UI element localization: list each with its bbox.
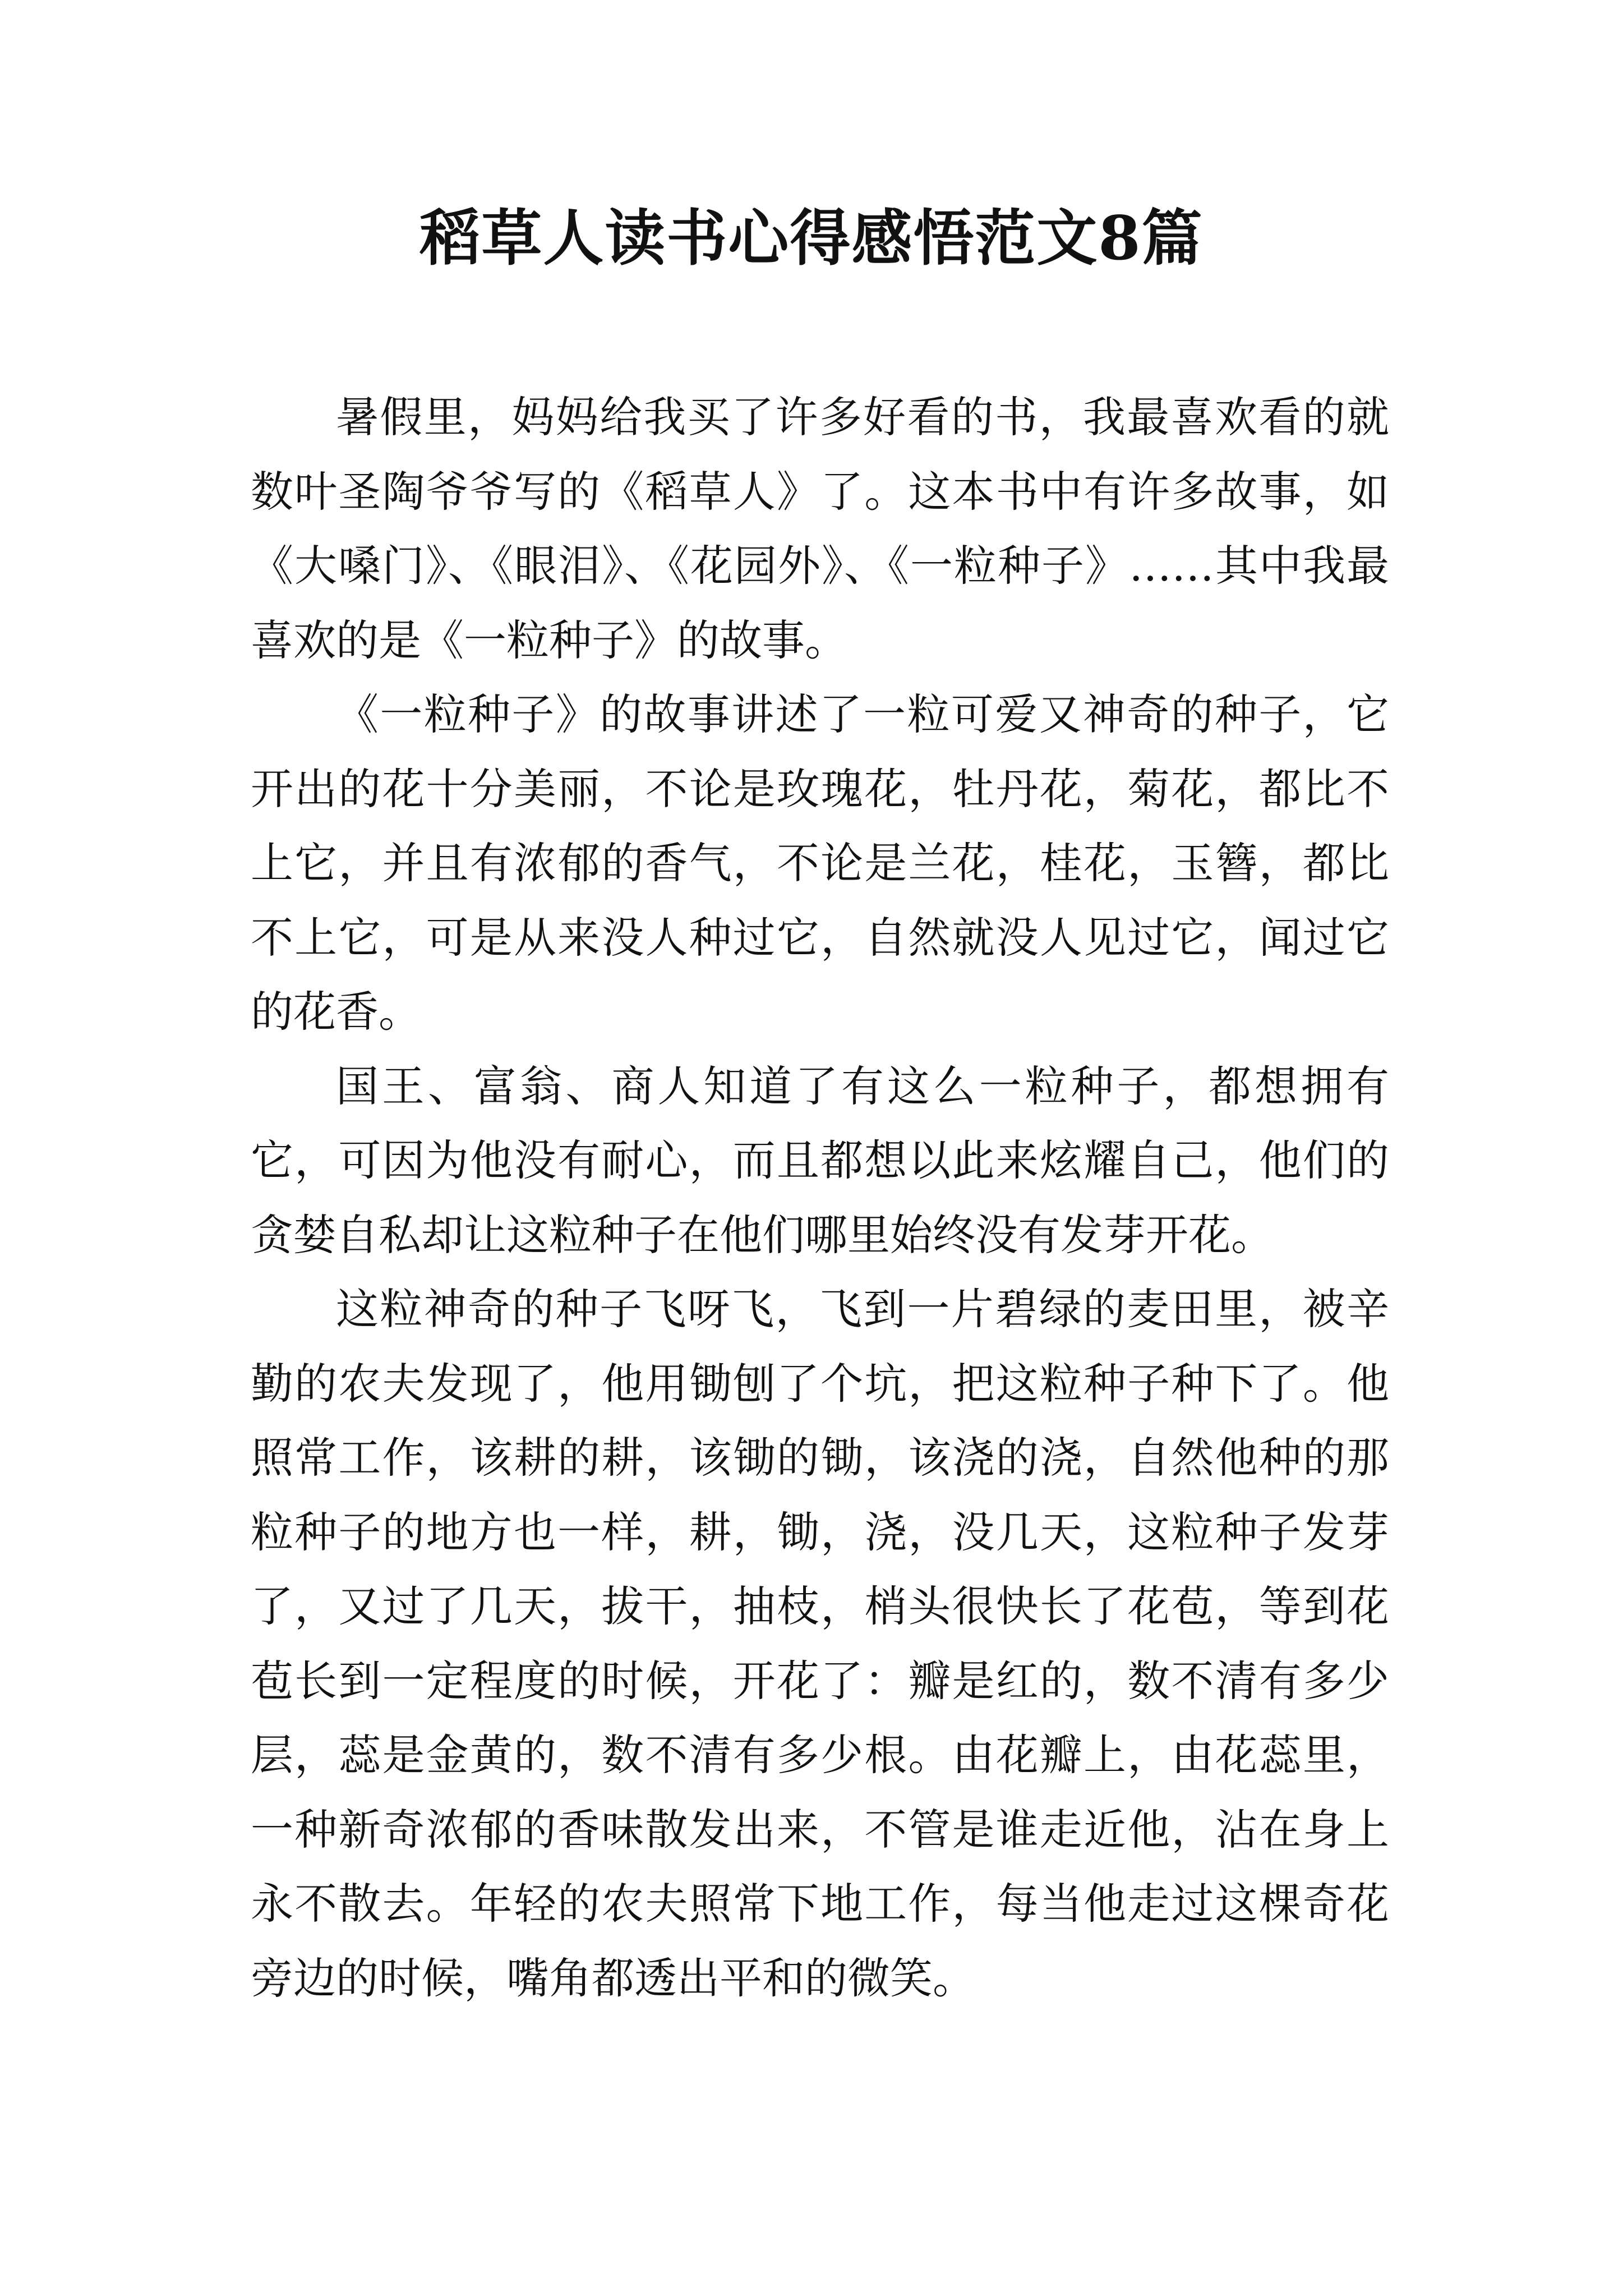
- paragraph-3: 国王、富翁、商人知道了有这么一粒种子，都想拥有它，可因为他没有耐心，而且都想以此来炫耀自己，他们的贪婪自私却让这粒种子在他们哪里始终没有发芽开花。: [251, 1061, 1389, 1260]
- paragraph-1: 暑假里，妈妈给我买了许多好看的书，我最喜欢看的就数叶圣陶爷爷写的《稻草人》了。这本书中有许多故事，如《大嗓门》、《眼泪》、《花园外》、《一粒种子》……其中我最喜欢的是《一粒种子》的故事。: [251, 392, 1389, 665]
- document-body: [251, 380, 1389, 2016]
- paragraph-2: 《一粒种子》的故事讲述了一粒可爱又神奇的种子，它开出的花十分美丽，不论是玫瑰花，牡丹花，菊花，都比不上它，并且有浓郁的香气，不论是兰花，桂花，玉簪，都比不上它，可是从来没人种过它，自然就没人见过它，闻过它的花香。: [251, 689, 1389, 1037]
- paragraph-4: 这粒神奇的种子飞呀飞，飞到一片碧绿的麦田里，被辛勤的农夫发现了，他用锄刨了个坑，把这粒种子种下了。他照常工作，该耕的耕，该锄的锄，该浇的浇，自然他种的那粒种子的地方也一样，耕，锄，浇，没几天，这粒种子发芽了，又过了几天，拔干，抽枝，梢头很快长了花苞，等到花苞长到一定程度的时候，开花了：瓣是红的，数不清有多少层，蕊是金黄的，数不清有多少根。由花瓣上，由花蕊里，一种新奇浓郁的香味散发出来，不管是谁走近他，沾在身上永不散去。年轻的农夫照常下地工作，每当他走过这棵奇花旁边的时候，嘴角都透出平和的微笑。: [251, 1284, 1389, 2003]
- page-title: 稻草人读书心得感悟范文8篇: [419, 203, 1204, 274]
